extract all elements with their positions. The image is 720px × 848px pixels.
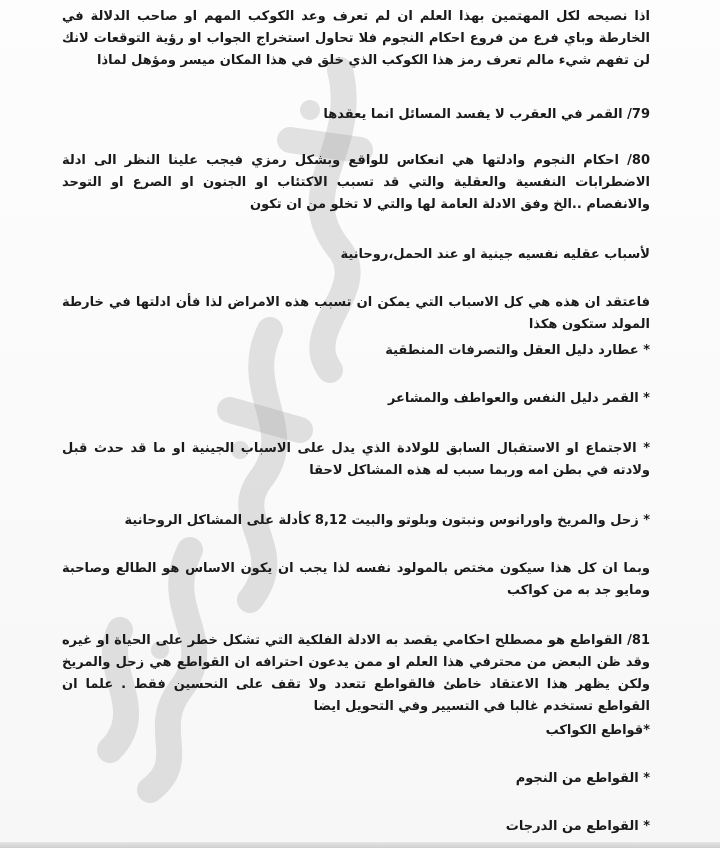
paragraph-81: 81/ القواطع هو مصطلح احكامي يقصد به الادلة الفلكية التي تشكل خطر على الحياة او غيره وقد ظن البعض من محترفي هذا العلم او ممن يدعون احترافه ان القواطع هي زحل والمريخ ولكن يظهر هذا الاعتقاد خاطئ فالقواطع تتعدد ولا تقف على النحسين فقط . علما ان القواطع تستخدم غالبا في التسيير وفي التحويل ايضا [62, 633, 650, 714]
bullet-planet-cutters: *قواطع الكواكب [545, 723, 650, 738]
bullet-malefics: * زحل والمريخ واورانوس ونبتون وبلوتو والبيت 8,12 كأدلة على المشاكل الروحانية [124, 513, 650, 528]
bullet-degree-cutters: * القواطع من الدرجات [505, 819, 650, 834]
bullet-star-cutters: * القواطع من النجوم [515, 771, 650, 786]
bullet-moon: * القمر دليل النفس والعواطف والمشاعر [387, 391, 650, 406]
paragraph-79: 79/ القمر في العقرب لا يفسد المسائل انما يعقدها [323, 107, 650, 122]
paragraph-intro: اذا نصيحه لكل المهتمين بهذا العلم ان لم تعرف وعد الكوكب المهم او صاحب الدلالة في الخارطة وباي فرع من فروع احكام النجوم فلا تحاول استخراج الجواب او رؤية التوقعات لانك لن تفهم شيء مالم تعرف رمز هذا الكوكب الذي خلق في هذا المكان ميسر ومؤهل لماذا [62, 9, 650, 68]
bullet-conjunction: * الاجتماع او الاستقبال السابق للولادة الذي يدل على الاسباب الجينية او ما قد حدث قبل ولادته في بطن امه وربما سبب له هذه المشاكل لاحقا [62, 441, 650, 478]
page-bottom-edge [0, 842, 720, 848]
paragraph-ascendant: وبما ان كل هذا سيكون مختص بالمولود نفسه لذا يجب ان يكون الاساس هو الطالع وصاحبة ومايو جد به من كواكب [62, 561, 650, 598]
paragraph-belief: فاعتقد ان هذه هي كل الاسباب التي يمكن ان تسبب هذه الامراض لذا فأن ادلتها في خارطة المولد ستكون هكذا [62, 295, 650, 332]
paragraph-80: 80/ احكام النجوم وادلتها هي انعكاس للواقع وبشكل رمزي فيجب علينا النظر الى ادلة الاضطرابات النفسية والعقلية والتي قد تسبب الاكتئاب او الجنون او الصرع او التوحد والانفصام ..الخ وفق الادلة العامة لها والتي لا تخلو من ان تكون [62, 153, 650, 212]
paragraph-causes: لأسباب عقليه نفسيه جينية او عند الحمل،روحانية [340, 247, 650, 262]
bullet-mercury: * عطارد دليل العقل والتصرفات المنطقية [385, 343, 650, 358]
